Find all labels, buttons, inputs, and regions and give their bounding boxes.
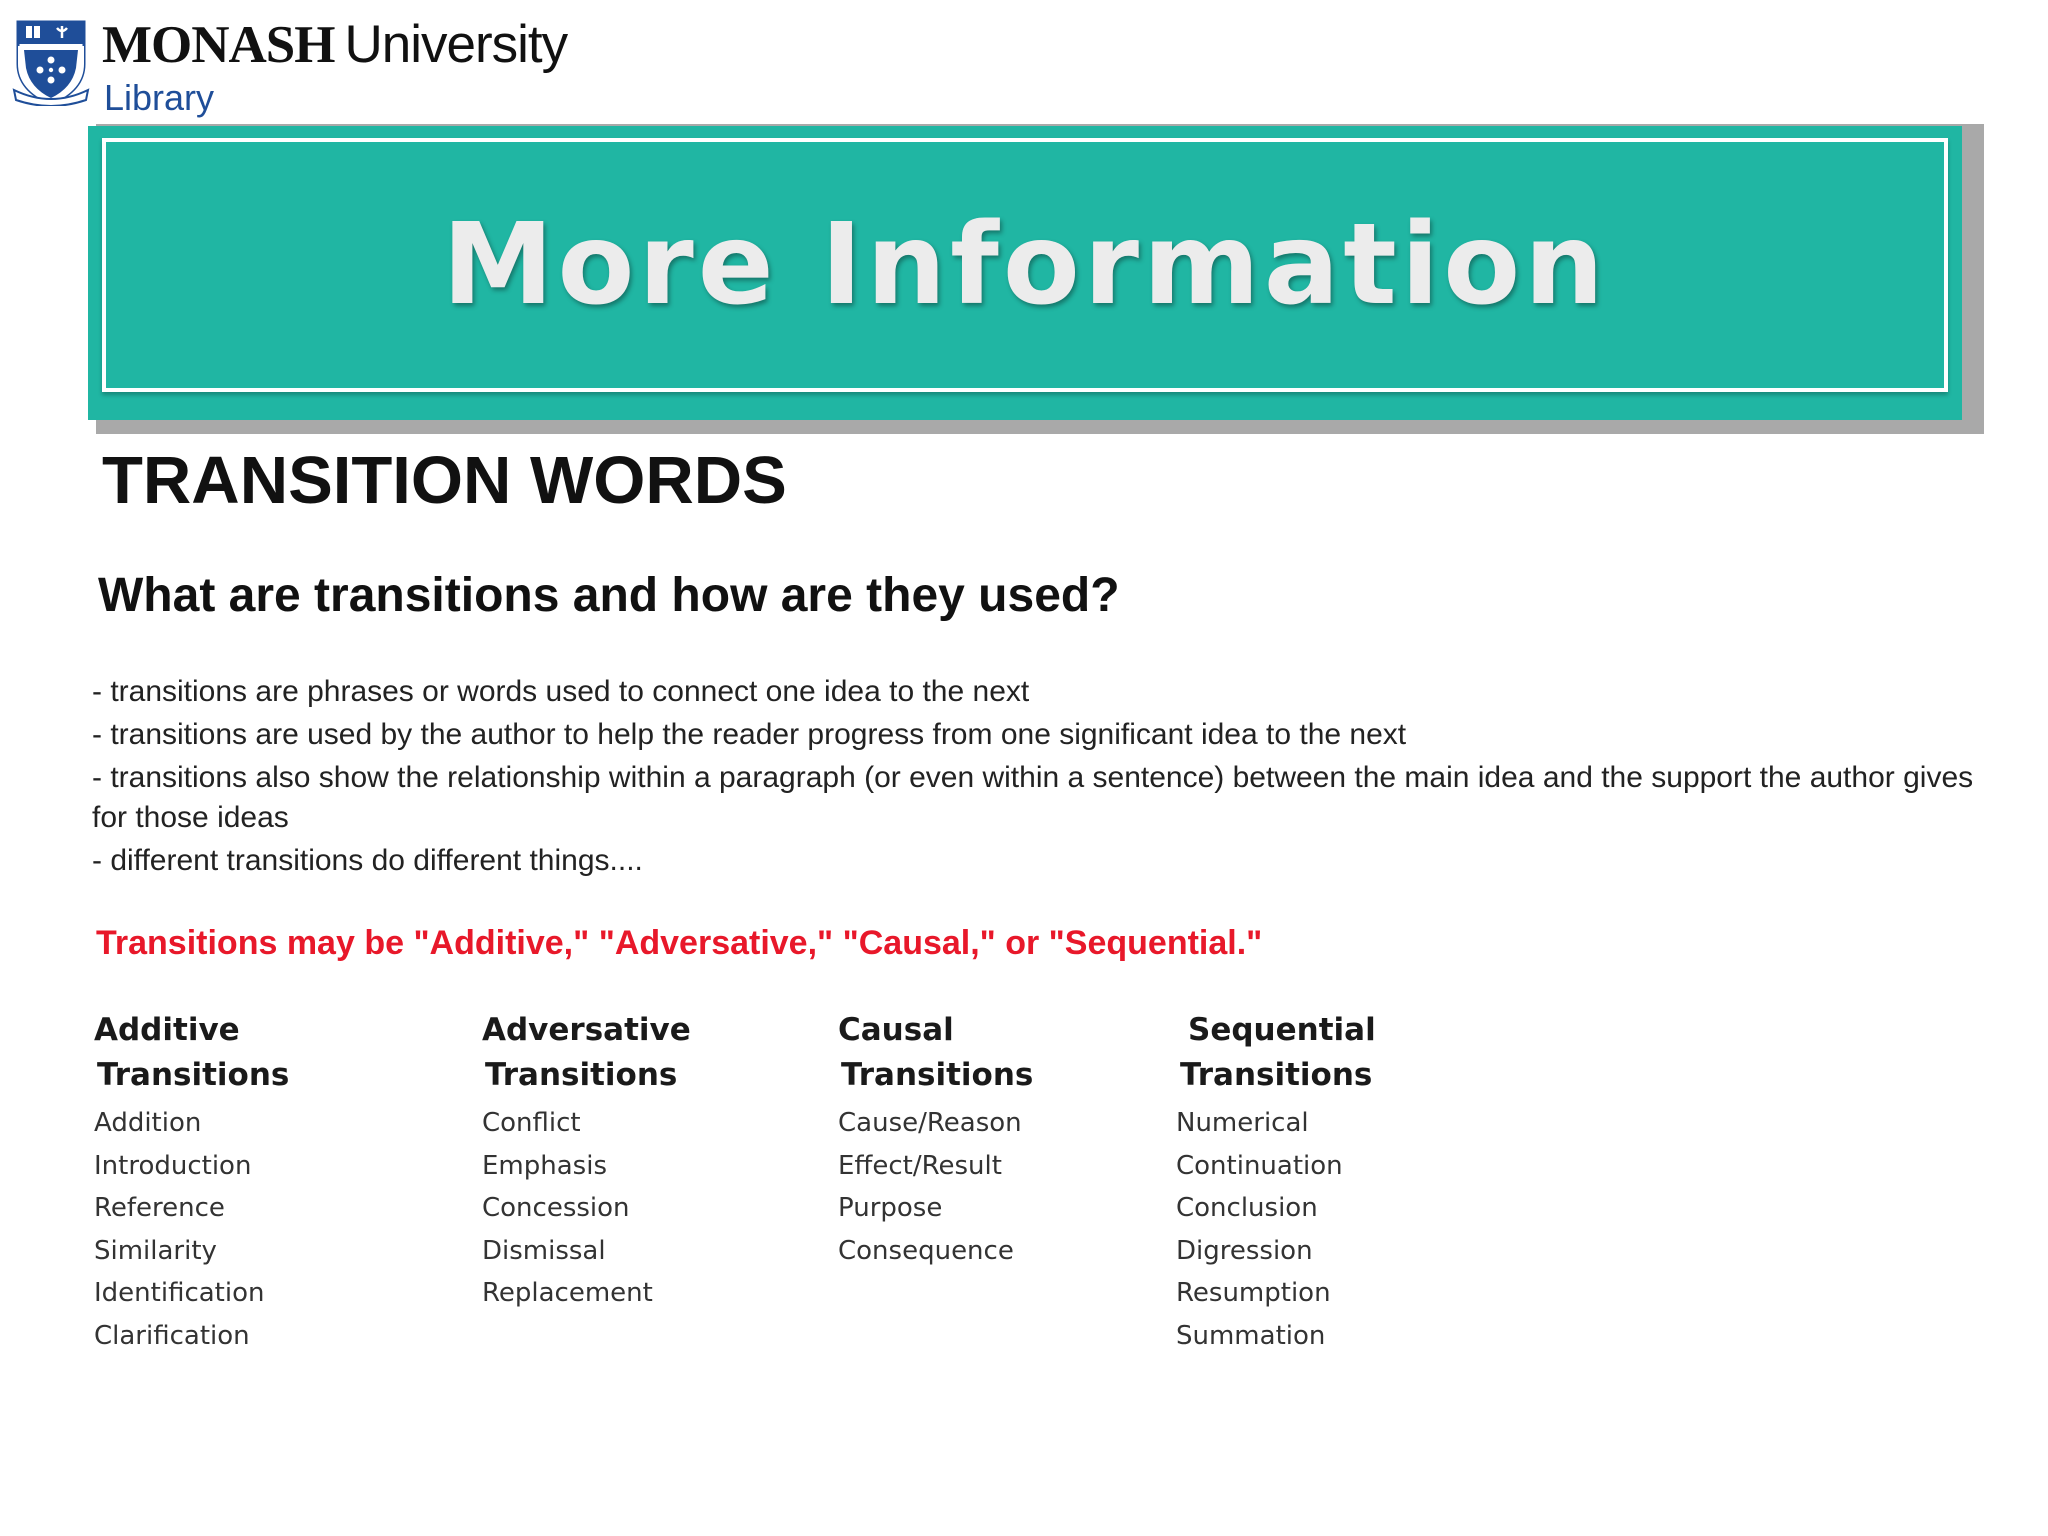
- column-heading-line: Transitions: [97, 1057, 290, 1093]
- list-item: Continuation: [1176, 1150, 1343, 1181]
- column-heading-line: Transitions: [841, 1057, 1034, 1093]
- list-item: Replacement: [482, 1278, 653, 1309]
- logo-library-text: Library: [104, 77, 215, 118]
- list-item: Clarification: [94, 1320, 250, 1351]
- list-item: Concession: [482, 1193, 630, 1224]
- bullet-item: - different transitions do different things....: [92, 844, 643, 877]
- list-item: Consequence: [838, 1235, 1014, 1266]
- column-heading: [482, 1008, 802, 1098]
- list-item: Digression: [1176, 1235, 1313, 1266]
- column-heading-line: Sequential: [1188, 1012, 1376, 1048]
- list-item: Summation: [1176, 1320, 1326, 1351]
- bullet-list: [92, 672, 1992, 884]
- column-additive: [94, 1008, 414, 1358]
- column-heading-line: Adversative: [482, 1012, 691, 1048]
- list-item: Cause/Reason: [838, 1108, 1022, 1138]
- logo-monash-text: MONASH: [102, 16, 335, 74]
- column-adversative: [482, 1008, 802, 1315]
- bullet-item: - transitions are phrases or words used to connect one idea to the next: [92, 675, 1030, 708]
- column-heading-line: Transitions: [485, 1057, 678, 1093]
- bullet-item: - transitions also show the relationship within a paragraph (or even within a sentence) between the main idea and the support the author gives for those ideas: [92, 761, 1974, 834]
- column-heading-line: Additive: [94, 1012, 240, 1048]
- logo-university-text: University: [344, 15, 568, 74]
- column-heading-line: Transitions: [1180, 1057, 1373, 1093]
- list-item: Conclusion: [1176, 1193, 1318, 1224]
- transition-types-note: Transitions may be "Additive," "Adversative," "Causal," or "Sequential.": [96, 924, 1263, 962]
- page-subtitle: What are transitions and how are they used?: [98, 569, 1120, 622]
- list-item: Resumption: [1176, 1278, 1331, 1309]
- list-item: Dismissal: [482, 1235, 606, 1266]
- list-item: Effect/Result: [838, 1150, 1002, 1181]
- banner-frame: [102, 138, 1948, 392]
- list-item: Reference: [94, 1193, 225, 1224]
- list-item: Purpose: [838, 1193, 943, 1224]
- column-causal: [838, 1008, 1158, 1272]
- list-item: Identification: [94, 1278, 265, 1309]
- column-heading: [1176, 1008, 1496, 1098]
- column-heading: [94, 1008, 414, 1098]
- monash-crest-icon: [12, 16, 90, 106]
- list-item: Emphasis: [482, 1150, 607, 1181]
- page-title: TRANSITION WORDS: [102, 443, 787, 518]
- list-item: Conflict: [482, 1108, 581, 1138]
- list-item: Similarity: [94, 1235, 217, 1266]
- column-sequential: [1176, 1008, 1496, 1358]
- column-heading: [838, 1008, 1158, 1098]
- list-item: Numerical: [1176, 1108, 1309, 1138]
- banner-title: More Information: [442, 200, 1608, 330]
- bullet-item: - transitions are used by the author to help the reader progress from one significant idea to the next: [92, 718, 1407, 751]
- column-heading-line: Causal: [838, 1012, 954, 1048]
- more-information-banner: [88, 126, 1962, 420]
- list-item: Introduction: [94, 1150, 252, 1181]
- monash-library-logo: [12, 16, 567, 116]
- list-item: Addition: [94, 1108, 202, 1138]
